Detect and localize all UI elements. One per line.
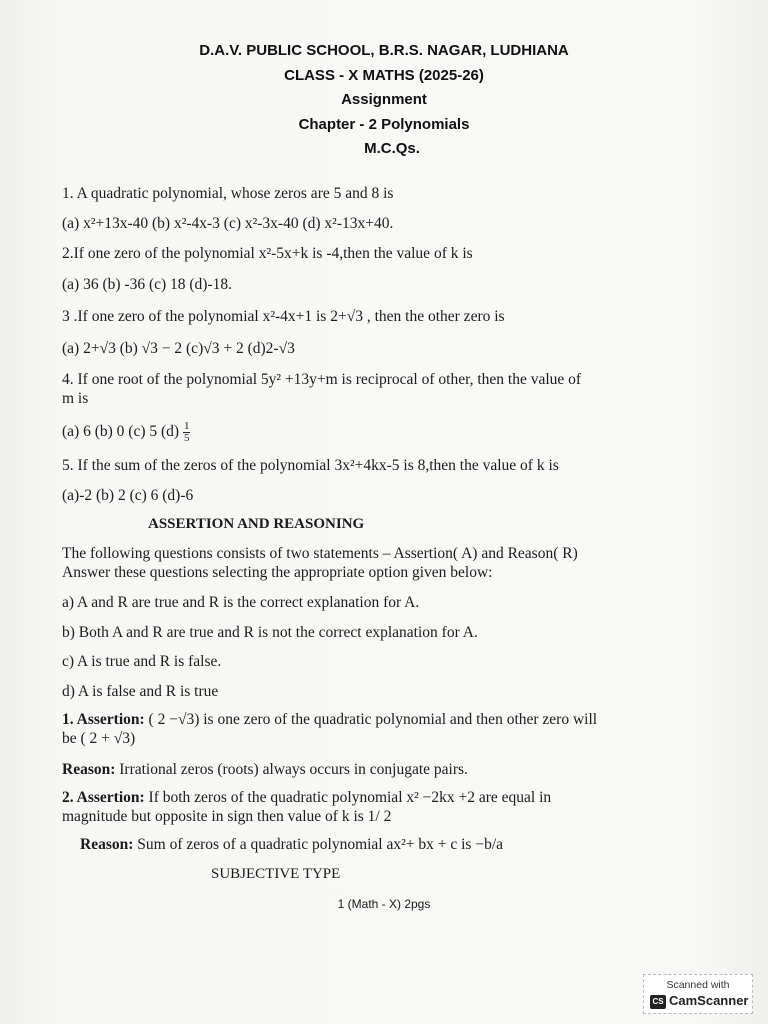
reason-2-text: Sum of zeros of a quadratic polynomial ax²+ bx + c is −b/a <box>133 836 504 853</box>
question-4-line-2: m is <box>62 390 89 407</box>
ar-option-b: b) Both A and R are true and R is not the correct explanation for A. <box>62 624 478 641</box>
question-1-options: (a) x²+13x-40 (b) x²-4x-3 (c) x²-3x-40 (d) x²-13x+40. <box>62 215 394 232</box>
question-3: 3 .If one zero of the polynomial x²-4x+1 is 2+√3 , then the other zero is <box>62 308 505 325</box>
ar-intro-line-1: The following questions consists of two statements – Assertion( A) and Reason( R) <box>62 545 578 562</box>
assertion-1-line-2: be ( 2 + √3) <box>62 730 136 747</box>
scanned-with-text: Scanned with <box>666 979 730 991</box>
ar-option-d: d) A is false and R is true <box>62 683 219 700</box>
assertion-1-line-1 <box>62 711 597 729</box>
fraction-denominator: 5 <box>183 432 190 444</box>
assignment-title: Assignment <box>341 91 427 108</box>
assertion-reasoning-heading: ASSERTION AND REASONING <box>148 516 365 532</box>
question-4-options-text: (a) 6 (b) 0 (c) 5 (d) <box>62 423 180 441</box>
reason-2-label: Reason: <box>80 836 134 853</box>
page-footer: 1 (Math - X) 2pgs <box>337 897 431 911</box>
question-2: 2.If one zero of the polynomial x²-5x+k is -4,then the value of k is <box>62 245 473 262</box>
question-5-options: (a)-2 (b) 2 (c) 6 (d)-6 <box>62 487 194 504</box>
question-5: 5. If the sum of the zeros of the polynomial 3x²+4kx-5 is 8,then the value of k is <box>62 457 559 474</box>
fraction-one-fifth <box>183 421 191 444</box>
assertion-2-line-1 <box>62 789 551 807</box>
reason-1-text: Irrational zeros (roots) always occurs in conjugate pairs. <box>115 761 468 778</box>
camscanner-watermark <box>643 974 753 1014</box>
ar-option-c: c) A is true and R is false. <box>62 653 222 670</box>
class-title: CLASS - X MATHS (2025-26) <box>284 67 484 84</box>
section-title: M.C.Qs. <box>364 140 420 157</box>
subjective-heading: SUBJECTIVE TYPE <box>211 866 341 882</box>
assertion-1-label: 1. Assertion: <box>62 711 145 728</box>
camscanner-logo-icon: CS <box>650 995 666 1009</box>
school-name: D.A.V. PUBLIC SCHOOL, B.R.S. NAGAR, LUDHIANA <box>199 42 569 59</box>
reason-2 <box>80 836 503 854</box>
question-3-options: (a) 2+√3 (b) √3 − 2 (c)√3 + 2 (d)2-√3 <box>62 340 295 357</box>
question-2-options: (a) 36 (b) -36 (c) 18 (d)-18. <box>62 276 233 293</box>
question-4-line-1: 4. If one root of the polynomial 5y² +13y+m is reciprocal of other, then the value of <box>62 371 582 388</box>
chapter-title: Chapter - 2 Polynomials <box>298 116 470 133</box>
camscanner-brand: CamScanner <box>669 993 749 1008</box>
ar-option-a: a) A and R are true and R is the correct explanation for A. <box>62 594 420 611</box>
assertion-2-line-2: magnitude but opposite in sign then value of k is 1/ 2 <box>62 808 392 825</box>
assertion-1-text: ( 2 −√3) is one zero of the quadratic polynomial and then other zero will <box>144 711 598 728</box>
fraction-numerator: 1 <box>183 420 190 432</box>
reason-1 <box>62 761 468 779</box>
assertion-2-text: If both zeros of the quadratic polynomial x² −2kx +2 are equal in <box>144 789 552 806</box>
question-1: 1. A quadratic polynomial, whose zeros are 5 and 8 is <box>62 185 394 202</box>
assertion-2-label: 2. Assertion: <box>62 789 145 806</box>
reason-1-label: Reason: <box>62 761 116 778</box>
question-4-options <box>62 421 190 444</box>
ar-intro-line-2: Answer these questions selecting the appropriate option given below: <box>62 564 493 581</box>
